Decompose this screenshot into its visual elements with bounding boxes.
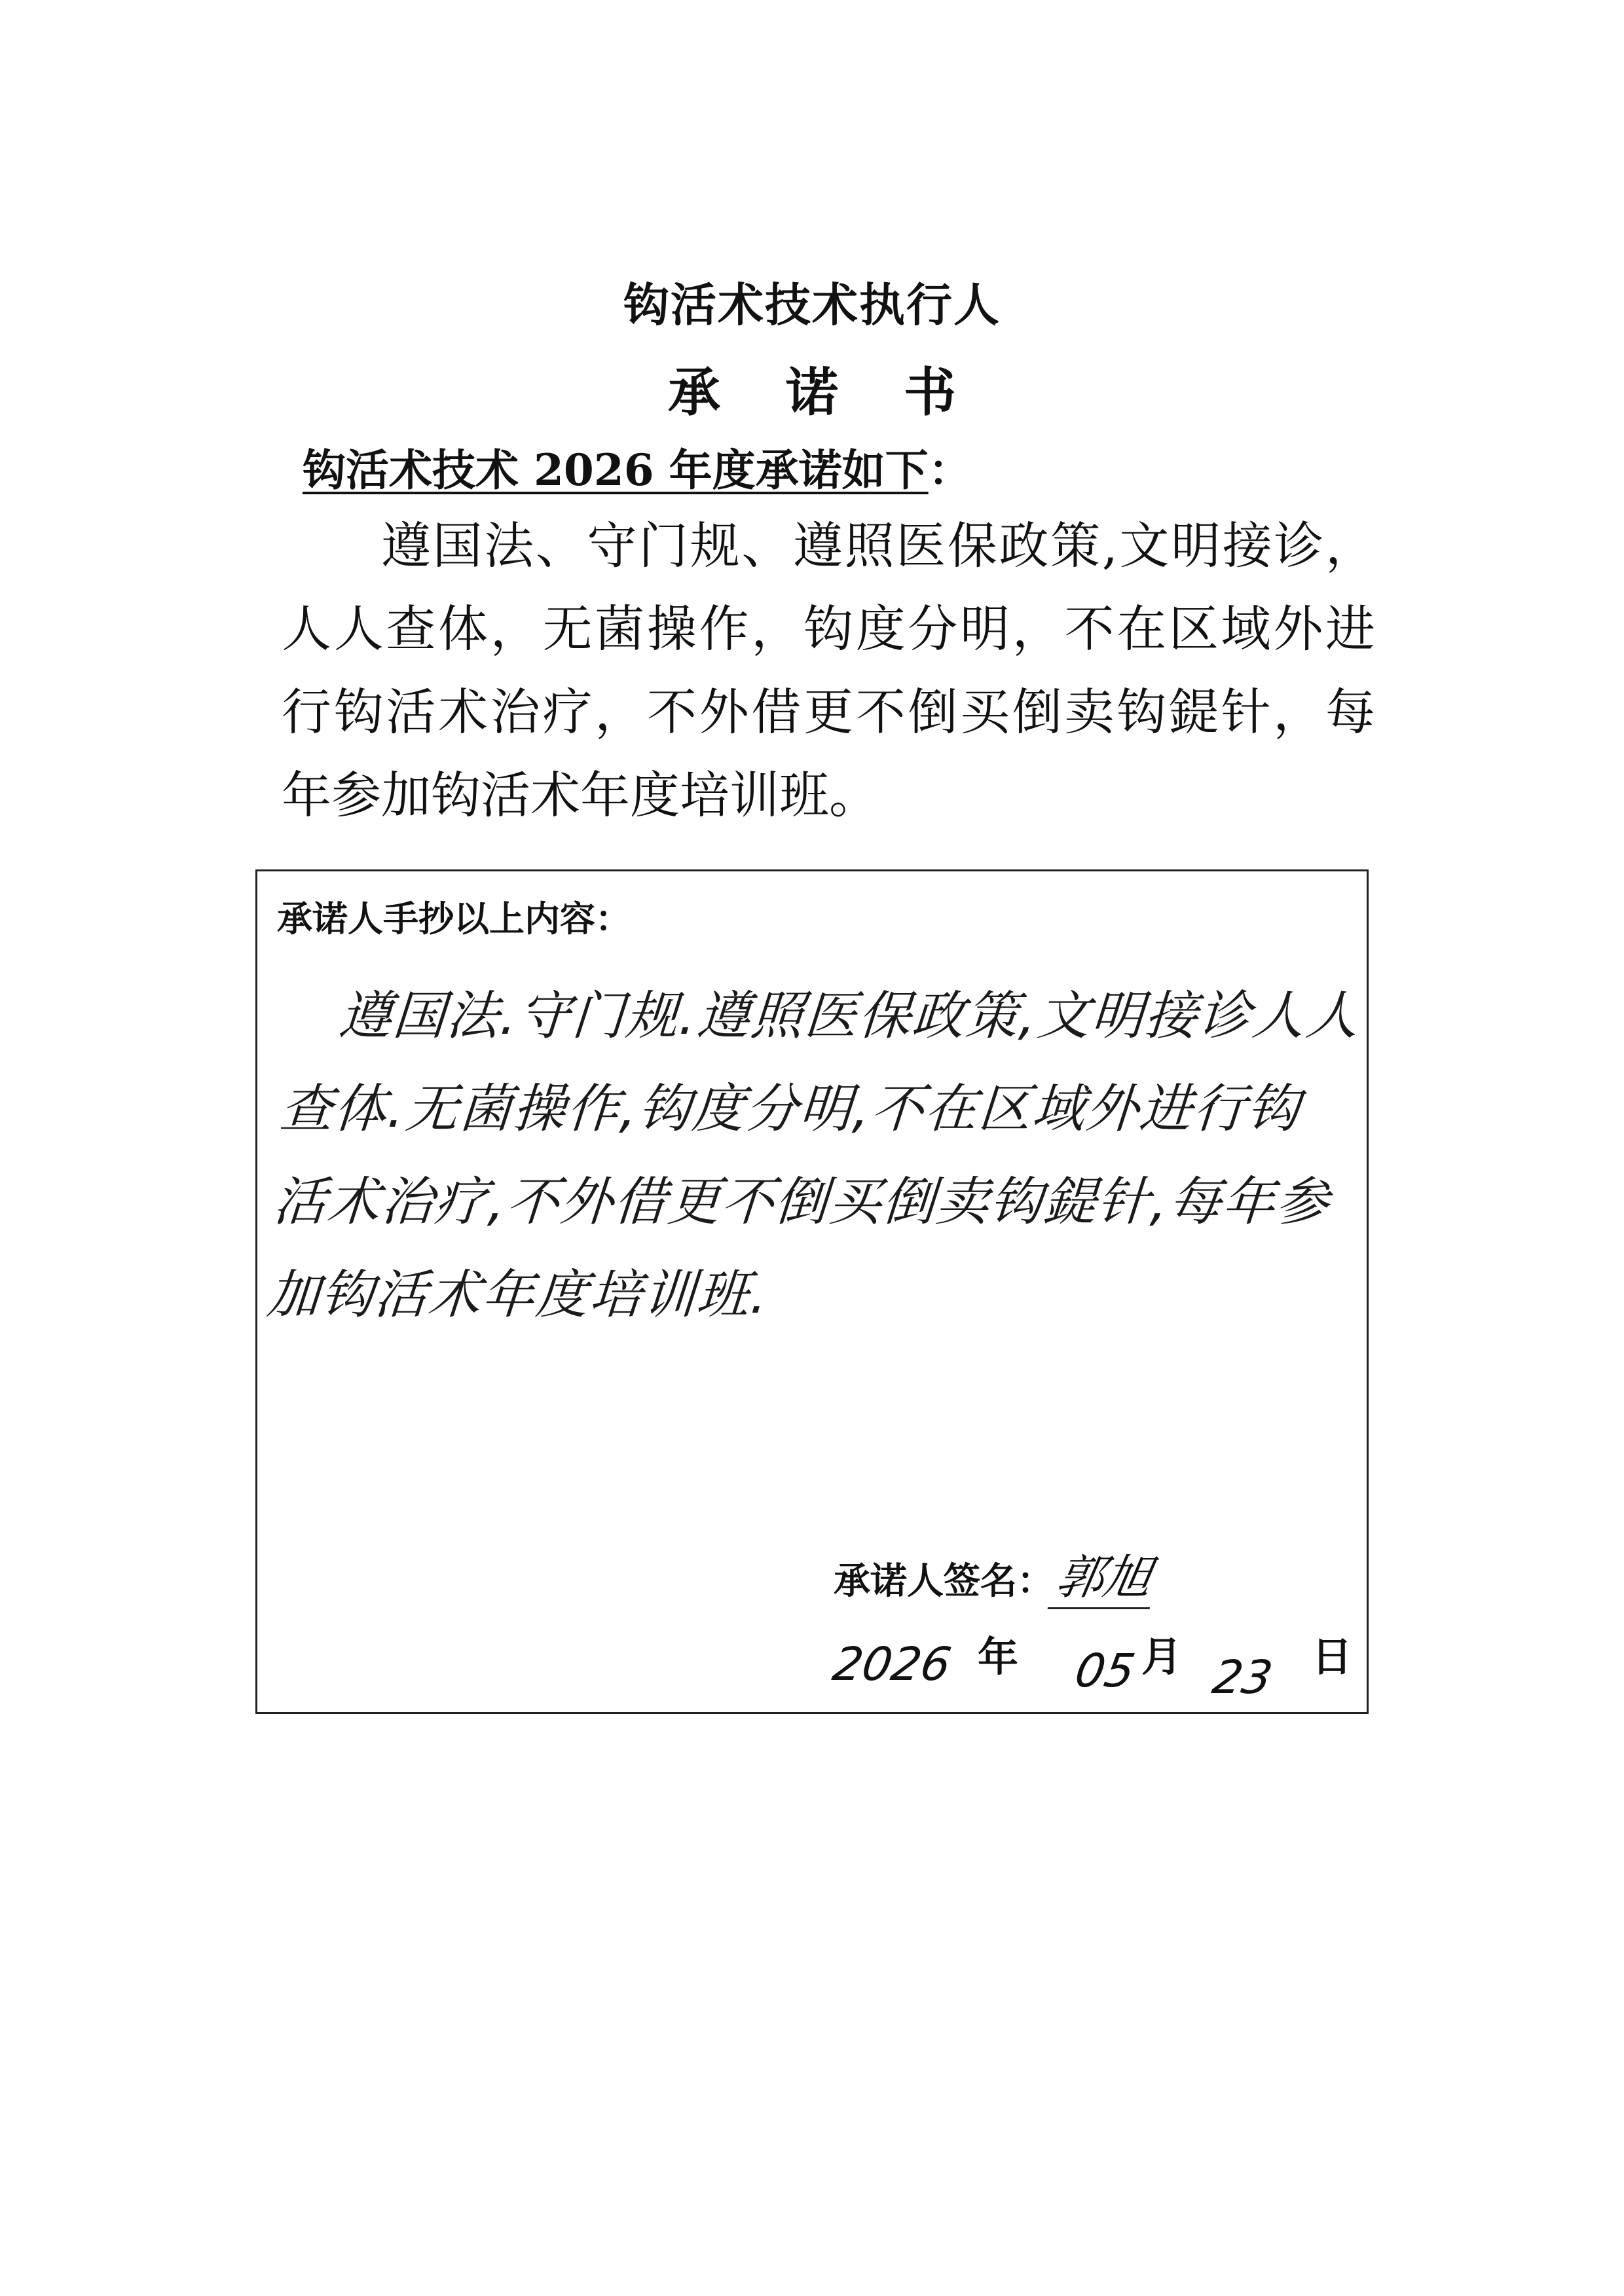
signature-label: 承诺人签名： [834,1559,1054,1603]
copy-box-label: 承诺人手抄以上内容： [277,898,631,939]
signature-row [834,1539,1156,1609]
document-title-line1: 钩活术技术执行人 [623,278,1001,332]
commitment-paragraph: 遵国法、守门规、遵照医保政策,文明接诊，人人查体，无菌操作，钩度分明，不在区域外进行钩活术治疗，不外借更不倒买倒卖钩鍉针，每年参加钩活术年度培训班。 [282,517,1375,824]
date-day-label: 日 [1312,1633,1353,1681]
date-year-value: 2026 [828,1637,955,1691]
handwritten-copy-text: 遵国法.守门规.遵照医保政策,文明接诊人人查体.无菌操作,钩度分明,不在区域外进行钩活术治疗,不外借更不倒买倒卖钩鍉针,每年参加钩活术年度培训班. [265,985,1362,1325]
commitment-heading [303,435,972,498]
date-day-value: 23 [1208,1650,1277,1704]
commitment-heading-colon: ： [928,445,972,496]
date-month-label: 月 [1141,1633,1183,1681]
date-row [828,1624,1357,1704]
commitment-heading-text: 钩活术技术 2026 年度承诺如下 [303,445,929,496]
signature-value: 郭旭 [1048,1539,1162,1609]
date-month-value: 05 [1071,1644,1139,1698]
document-title-line2: 承诺书 [668,361,1022,423]
handwritten-copy-box [255,869,1369,1714]
date-year-label: 年 [978,1633,1019,1681]
